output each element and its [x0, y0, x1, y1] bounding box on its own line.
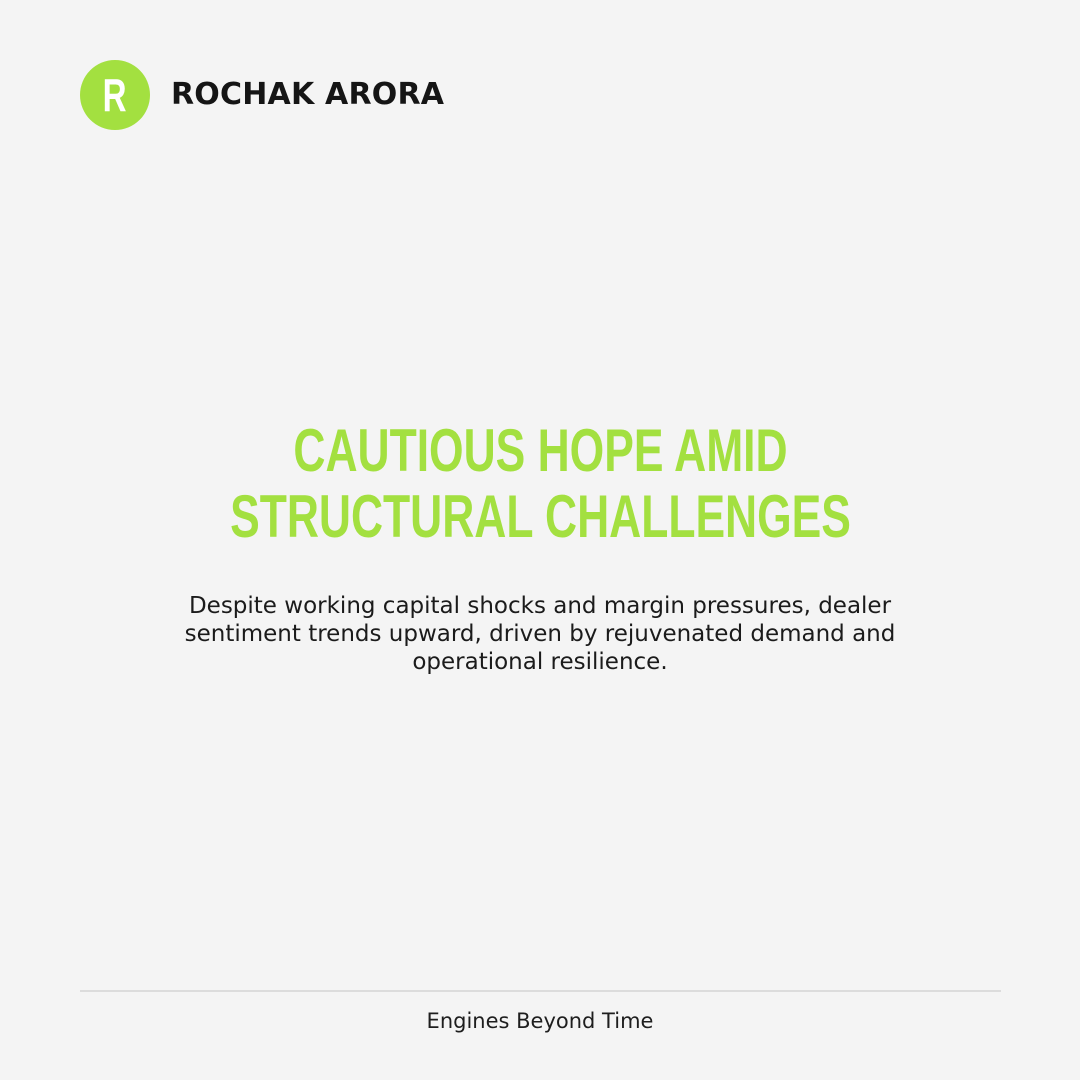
subtitle-text: Despite working capital shocks and margin pressures, dealer sentiment trends upward, driven by rejuvenated demand and operational resilience. — [184, 593, 896, 675]
footer-text: Engines Beyond Time — [426, 1009, 654, 1033]
avatar-letter: R — [103, 69, 127, 121]
footer-divider — [80, 990, 1001, 992]
author-name: ROCHAK ARORA — [171, 77, 445, 112]
avatar — [80, 60, 150, 130]
page-title: CAUTIOUS HOPE AMID STRUCTURAL CHALLENGES — [230, 417, 851, 550]
main-content — [140, 418, 940, 676]
author-header — [80, 60, 444, 130]
